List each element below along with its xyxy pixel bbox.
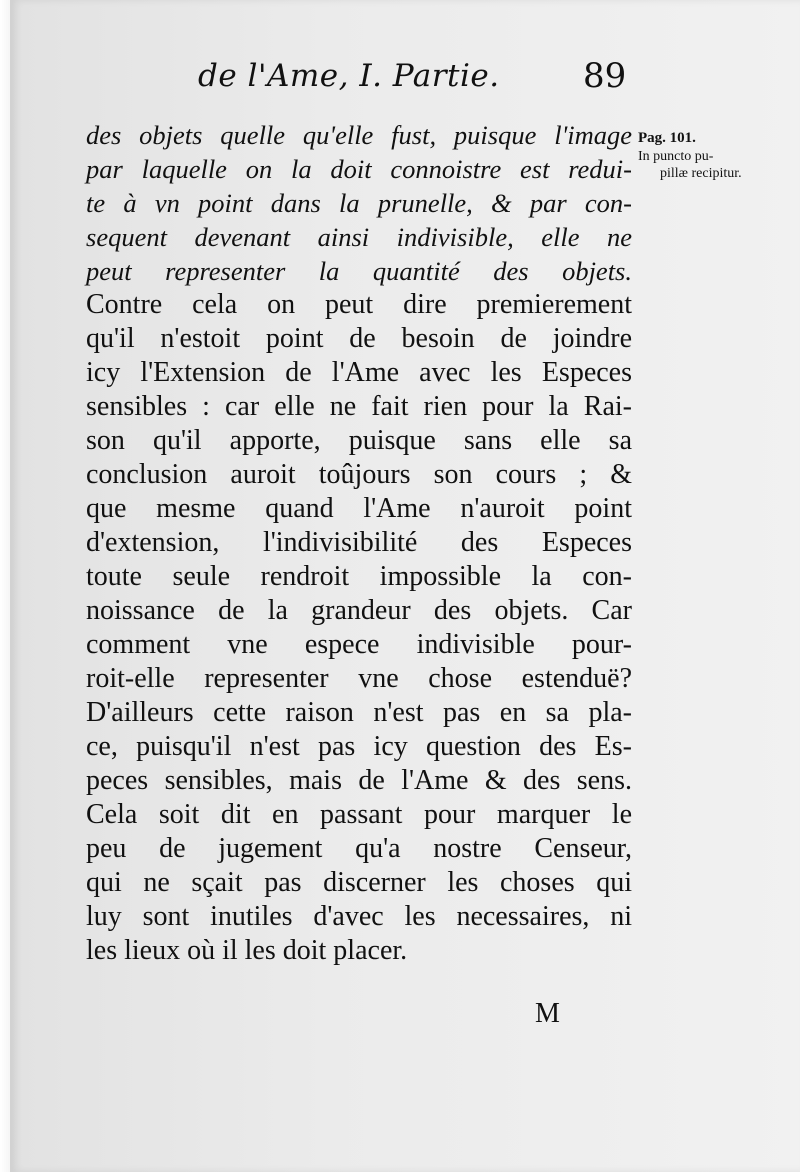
- catchword: M: [535, 998, 560, 1029]
- text-line: icy l'Extension de l'Ame avec les Especes: [86, 357, 632, 388]
- text-line: peut representer la quantité des objets.: [86, 256, 632, 286]
- text-line: qu'il n'estoit point de besoin de joindre: [86, 323, 632, 354]
- text-line: sensibles : car elle ne fait rien pour la Rai-: [86, 391, 632, 422]
- text-line: peces sensibles, mais de l'Ame & des sens.: [86, 765, 632, 796]
- text-line: d'extension, l'indivisibilité des Especes: [86, 527, 632, 558]
- text-line: comment vne espece indivisible pour-: [86, 629, 632, 660]
- text-line: Cela soit dit en passant pour marquer le: [86, 799, 632, 830]
- body-text: [86, 118, 632, 968]
- running-head: de l'Ame, I. Partie.: [198, 58, 500, 94]
- page-number: 89: [583, 56, 627, 96]
- text-line: peu de jugement qu'a nostre Censeur,: [86, 833, 632, 864]
- text-line: roit-elle representer vne chose estenduë?: [86, 663, 632, 694]
- text-line: te à vn point dans la prunelle, & par con-: [86, 188, 632, 218]
- text-line: Contre cela on peut dire premierement: [86, 289, 632, 320]
- text-line: qui ne sçait pas discerner les choses qui: [86, 867, 632, 898]
- page-edge: [0, 0, 10, 1172]
- text-line: D'ailleurs cette raison n'est pas en sa pla-: [86, 697, 632, 728]
- text-line: conclusion auroit toûjours son cours ; &: [86, 459, 632, 490]
- text-line: ce, puisqu'il n'est pas icy question des Es-: [86, 731, 632, 762]
- margin-note-reference: Pag. 101.: [638, 130, 696, 146]
- margin-note: [638, 128, 778, 182]
- text-line: que mesme quand l'Ame n'auroit point: [86, 493, 632, 524]
- text-line: noissance de la grandeur des objets. Car: [86, 595, 632, 626]
- margin-note-line: In puncto pu-: [638, 149, 714, 164]
- text-line: son qu'il apporte, puisque sans elle sa: [86, 425, 632, 456]
- text-line: sequent devenant ainsi indivisible, elle ne: [86, 222, 632, 252]
- text-line: luy sont inutiles d'avec les necessaires, ni: [86, 901, 632, 932]
- margin-note-line: pillæ recipitur.: [660, 166, 742, 181]
- text-line: les lieux où il les doit placer.: [86, 935, 408, 966]
- text-line: des objets quelle qu'elle fust, puisque l'image: [86, 120, 632, 150]
- text-line: toute seule rendroit impossible la con-: [86, 561, 632, 592]
- text-line: par laquelle on la doit connoistre est redui-: [86, 154, 632, 184]
